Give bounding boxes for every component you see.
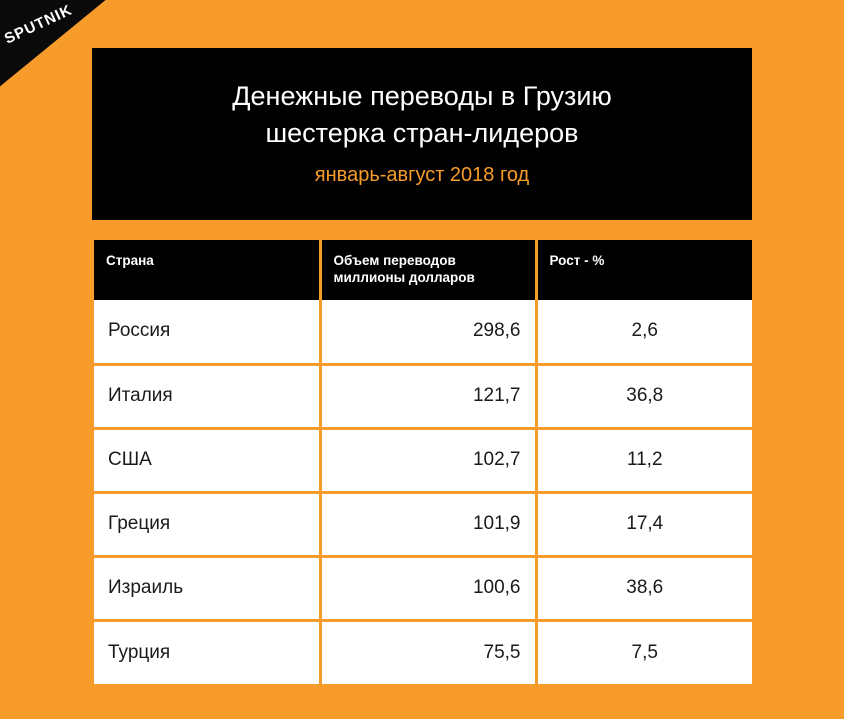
table-row xyxy=(94,300,752,364)
cell-country: Италия xyxy=(94,364,320,428)
column-header-country: Страна xyxy=(94,240,320,300)
column-header-volume-line-2: миллионы долларов xyxy=(333,270,475,285)
remittances-table xyxy=(94,240,752,684)
column-header-volume xyxy=(320,240,536,300)
table-row xyxy=(94,364,752,428)
column-header-volume-line-1: Объем переводов xyxy=(333,253,456,268)
page-title-line-1: Денежные переводы в Грузию xyxy=(232,81,612,111)
table-body xyxy=(94,300,752,684)
cell-growth: 2,6 xyxy=(536,300,752,364)
cell-country: Турция xyxy=(94,620,320,684)
cell-country: Израиль xyxy=(94,556,320,620)
logo-text: SPUTNIK xyxy=(1,1,76,48)
cell-growth: 17,4 xyxy=(536,492,752,556)
cell-volume: 298,6 xyxy=(320,300,536,364)
table-row xyxy=(94,428,752,492)
cell-volume: 75,5 xyxy=(320,620,536,684)
cell-volume: 101,9 xyxy=(320,492,536,556)
cell-growth: 36,8 xyxy=(536,364,752,428)
cell-country: Россия xyxy=(94,300,320,364)
cell-growth: 38,6 xyxy=(536,556,752,620)
table-header xyxy=(94,240,752,300)
cell-country: Греция xyxy=(94,492,320,556)
table-row xyxy=(94,492,752,556)
table-row xyxy=(94,620,752,684)
cell-volume: 100,6 xyxy=(320,556,536,620)
cell-growth: 7,5 xyxy=(536,620,752,684)
cell-growth: 11,2 xyxy=(536,428,752,492)
sputnik-logo xyxy=(0,0,108,88)
cell-volume: 121,7 xyxy=(320,364,536,428)
cell-volume: 102,7 xyxy=(320,428,536,492)
page-subtitle: январь-август 2018 год xyxy=(314,164,530,186)
column-header-growth: Рост - % xyxy=(536,240,752,300)
data-table-container xyxy=(94,240,752,684)
table-row xyxy=(94,556,752,620)
title-block xyxy=(92,48,752,220)
page-title-line-2: шестерка стран-лидеров xyxy=(265,118,579,148)
table-header-row xyxy=(94,240,752,300)
cell-country: США xyxy=(94,428,320,492)
